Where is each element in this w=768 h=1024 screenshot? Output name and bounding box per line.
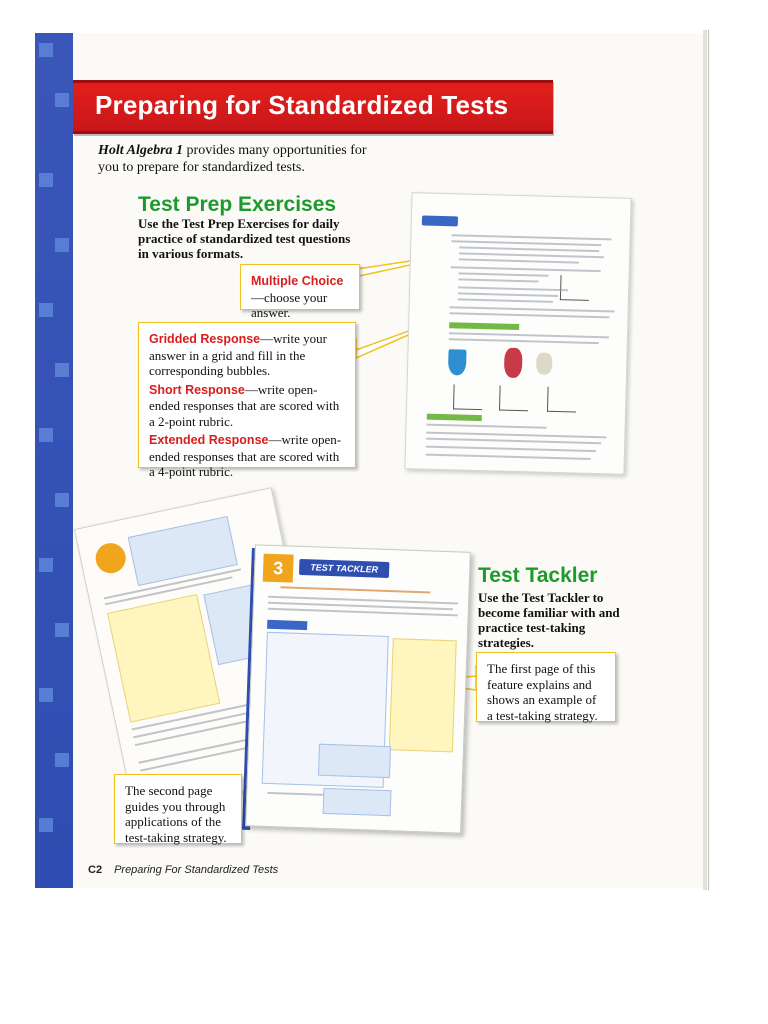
tackler-first-page-thumbnail xyxy=(245,544,471,833)
thumb-vase-red xyxy=(504,348,523,378)
gridded-response-term: Gridded Response xyxy=(149,332,261,346)
thumb-graph xyxy=(499,386,529,412)
response-types-callout xyxy=(138,322,356,479)
thumb-text-line xyxy=(459,258,579,263)
multiple-choice-text: —choose your answer. xyxy=(251,289,328,320)
thumb-text-line xyxy=(450,306,615,312)
thumb-graph xyxy=(560,275,590,301)
second-page-callout-text: The second page guides you through applications of the test-taking strategy. xyxy=(125,783,227,845)
thumb-text-line xyxy=(267,792,327,796)
page-title: Preparing for Standardized Tests xyxy=(95,90,509,120)
thumb-text-line xyxy=(426,454,591,460)
thumb-text-line xyxy=(451,266,601,272)
first-page-callout xyxy=(476,652,616,722)
thumb-text-line xyxy=(452,234,612,240)
thumb-text-line xyxy=(426,438,601,445)
thumb-text-line xyxy=(449,338,599,344)
thumb-text-line xyxy=(427,424,547,429)
multiple-choice-term: Multiple Choice xyxy=(251,274,344,288)
test-tackler-heading: Test Tackler xyxy=(478,564,598,587)
thumb-text-line xyxy=(459,246,599,252)
short-response-term: Short Response xyxy=(149,382,245,397)
thumb-note-box xyxy=(318,744,391,778)
gridded-response-text: —write your answer in a grid and fill in the corresponding bubbles. xyxy=(149,331,327,378)
thumb-text-line xyxy=(449,332,609,338)
chapter-badge: 3 xyxy=(263,554,294,583)
thumb-note-box xyxy=(323,788,392,816)
thumb-text-line xyxy=(449,312,609,318)
extended-response-term: Extended Response xyxy=(149,433,269,447)
thumb-text-line xyxy=(458,278,538,282)
book-title: Holt Algebra 1 xyxy=(98,143,184,158)
test-tackler-description: Use the Test Tackler to become familiar with and practice test-taking strategies. xyxy=(478,590,620,650)
first-page-callout-text: The first page of this feature explains and shows an example of a test-taking strategy. xyxy=(487,661,598,723)
test-tackler-banner: TEST TACKLER xyxy=(299,559,390,578)
thumb-section-bar xyxy=(449,322,519,330)
thumb-note-box xyxy=(128,516,238,586)
multiple-choice-callout xyxy=(240,264,360,320)
thumb-text-line xyxy=(458,292,558,297)
second-page-callout xyxy=(114,774,242,844)
thumb-vase-white xyxy=(536,352,553,374)
thumb-header-tab xyxy=(422,215,458,226)
test-prep-heading: Test Prep Exercises xyxy=(138,193,337,216)
test-prep-description: Use the Test Prep Exercises for daily practice of standardized test questions in various formats. xyxy=(138,216,351,261)
page-footer xyxy=(88,864,278,876)
thumb-badge xyxy=(93,540,129,576)
thumb-text-line xyxy=(451,240,601,246)
thumb-text-line xyxy=(459,272,549,276)
thumb-example-tab xyxy=(267,620,307,630)
thumb-graph xyxy=(547,387,577,413)
thumb-text-line xyxy=(458,286,568,291)
thumb-section-bar xyxy=(427,414,482,421)
thumb-rubric-box xyxy=(107,594,220,723)
page-number: C2 xyxy=(88,864,103,876)
extended-response-text: —write open-ended responses that are scored with a 4-point rubric. xyxy=(149,432,342,479)
thumb-rubric-box xyxy=(389,638,457,752)
thumb-text-line xyxy=(426,432,606,439)
thumb-vase-blue xyxy=(448,349,467,375)
thumb-text-line xyxy=(459,252,604,258)
footer-title: Preparing For Standardized Tests xyxy=(114,864,279,876)
thumb-text-line xyxy=(458,298,553,302)
thumb-text-line xyxy=(426,446,596,452)
short-response-text: —write open-ended responses that are scored with a 2-point rubric. xyxy=(149,381,340,429)
test-prep-page-thumbnail xyxy=(404,192,631,475)
thumb-text-line xyxy=(280,586,430,593)
intro-body: provides many opportunities for you to prepare for standardized tests. xyxy=(98,143,367,175)
thumb-graph xyxy=(453,384,483,410)
